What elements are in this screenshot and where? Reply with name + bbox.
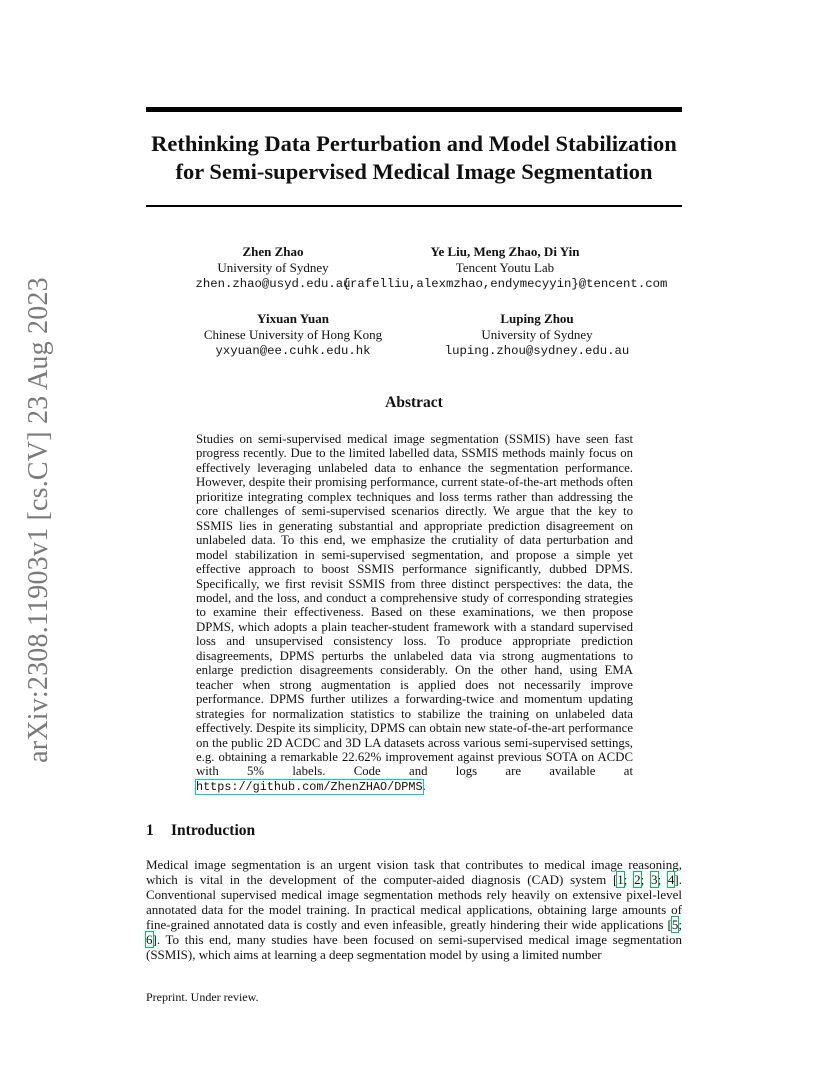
title-top-rule [146,107,682,112]
intro-text-2: . Conventional supervised medical image segmentation methods rely heavily on extensive pixel-level annotated data for the model training. In practical medical applications, obtaining large amounts of fine-grained annotated data is costly and even infeasible, greatly hindering their wide applications [146,872,682,932]
author-affiliation: Chinese University of Hong Kong [203,327,383,342]
author-email: {rafelliu,alexmzhao,endymecyyin}@tencent.com [342,277,668,291]
author-email: yxyuan@ee.cuhk.edu.hk [215,344,371,358]
author-block-3 [166,311,420,359]
section-heading-introduction [146,822,255,840]
intro-text-1: Medical image segmentation is an urgent vision task that contributes to medical image reasoning, which is vital in the development of the computer-aided diagnosis (CAD) system [146,857,682,887]
title-line-2: for Semi-supervised Medical Image Segmentation [175,159,653,184]
author-email: zhen.zhao@usyd.edu.au [195,277,351,291]
introduction-paragraph: Medical image segmentation is an urgent vision task that contributes to medical image reasoning, which is vital in the development of the computer-aided diagnosis (CAD) system [1; 2; 3; 4]. Conventional supervised medical image segmentation methods rely heavily on extensive pixel-level annotated data for the model training. In practical medical applications, obtaining large amounts of fine-grained annotated data is costly and even infeasible, greatly hindering their wide applications [5; 6]. To this end, many studies have been focused on semi-supervised medical image segmentation (SSMIS), which aims at learning a deep segmentation model by using a limited number [146,857,682,962]
citation-link[interactable]: 1 [617,872,624,887]
paper-title [146,130,682,186]
code-link[interactable]: https://github.com/ZhenZHAO/DPMS [196,779,423,794]
citation-link[interactable]: 6 [146,932,153,947]
abstract-text: Studies on semi-supervised medical image segmentation (SSMIS) have seen fast progress recently. Due to the limited labelled data, SSMIS methods mainly focus on effectively leveraging unlabeled data to enhance the segmentation performance. However, despite their promising performance, current state-of-the-art methods often prioritize integrating complex techniques and loss terms rather than addressing the core challenges of semi-supervised scenarios directly. We argue that the key to SSMIS lies in generating substantial and appropriate prediction disagreement on unlabeled data. To this end, we emphasize the crutiality of data perturbation and model stabilization in semi-supervised segmentation, and propose a simple yet effective approach to boost SSMIS performance significantly, dubbed DPMS. Specifically, we first revisit SSMIS from three distinct perspectives: the data, the model, and the loss, and conduct a comprehensive study of corresponding strategies to examine their effectiveness. Based on these examinations, we then propose DPMS, which adopts a plain teacher-student framework with a standard supervised loss and unsupervised consistency loss. To produce appropriate prediction disagreements, DPMS perturbs the unlabeled data via strong augmentations to enlarge prediction disagreements considerably. On the other hand, using EMA teacher when strong augmentation is applied does not necessarily improve performance. DPMS further utilizes a forwarding-twice and momentum updating strategies for normalization statistics to stabilize the training on unlabeled data effectively. Despite its simplicity, DPMS can obtain new state-of-the-art performance on the public 2D ACDC and 3D LA datasets across various semi-supervised settings, e.g. obtaining a remarkable 22.62% improvement against previous SOTA on ACDC with 5% labels. Code and logs are available at [196,432,633,779]
intro-text-3: . To this end, many studies have been focused on semi-supervised medical image segmentation (SSMIS), which aims at learning a deep segmentation model by using a limited number [146,932,682,962]
author-email: luping.zhou@sydney.edu.au [444,344,630,358]
arxiv-identifier: arXiv:2308.11903v1 [cs.CV] 23 Aug 2023 [23,277,54,763]
section-number: 1 [146,822,154,839]
citation-link[interactable]: 3 [651,872,658,887]
citation-link[interactable]: 4 [667,872,675,887]
author-name: Ye Liu, Meng Zhao, Di Yin [430,244,580,259]
abstract-body [196,432,633,794]
author-affiliation: Tencent Youtu Lab [455,260,555,275]
title-bottom-rule [146,205,682,207]
author-block-4 [410,311,664,359]
footer-note: Preprint. Under review. [146,990,259,1004]
author-block-2 [320,244,690,292]
author-affiliation: University of Sydney [217,260,329,275]
citation-link[interactable]: 2 [634,872,641,887]
abstract-end: . [422,778,426,793]
arxiv-side-label [23,277,54,763]
section-title: Introduction [171,822,256,839]
author-name: Zhen Zhao [242,244,304,259]
author-name: Yixuan Yuan [257,311,329,326]
author-name: Luping Zhou [500,311,574,326]
citation-link[interactable]: 5 [671,917,679,932]
abstract-heading: Abstract [385,394,443,411]
title-line-1: Rethinking Data Perturbation and Model Stabilization [151,131,677,156]
author-affiliation: University of Sydney [481,327,593,342]
